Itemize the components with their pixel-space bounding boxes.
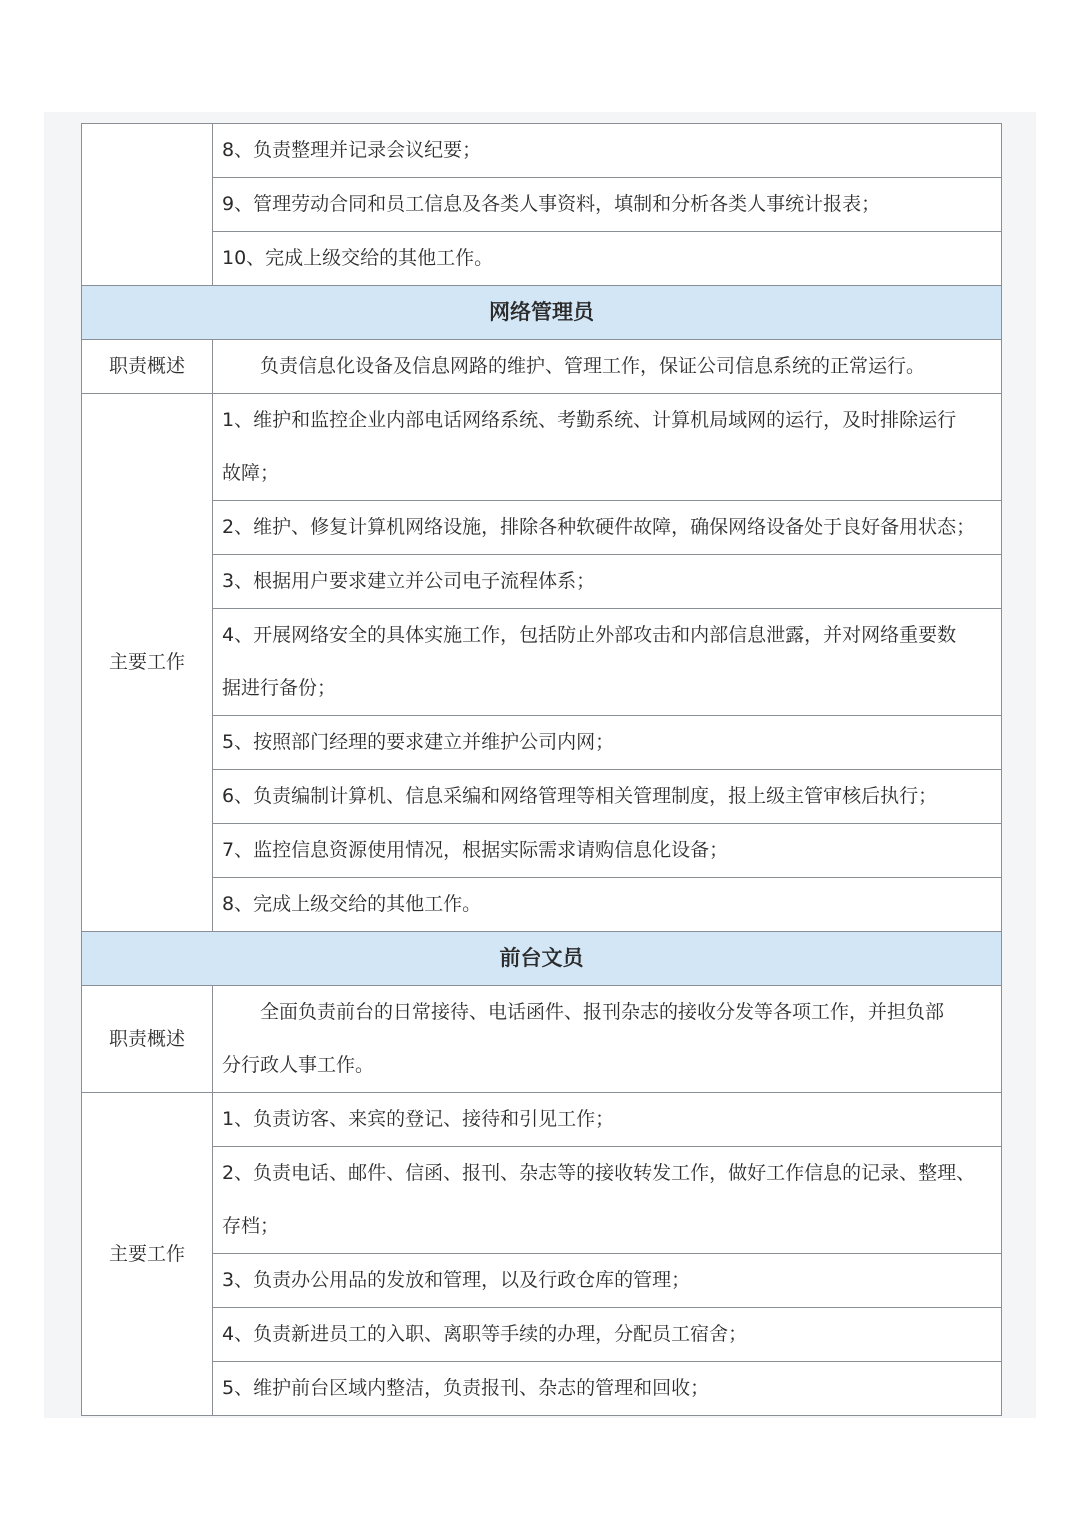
- section-title: 前台文员: [82, 932, 1002, 986]
- table-row: [82, 232, 1002, 286]
- duty-item: 5、按照部门经理的要求建立并维护公司内网；: [213, 716, 1002, 770]
- duty-item: 5、维护前台区域内整洁，负责报刊、杂志的管理和回收；: [213, 1362, 1002, 1416]
- work-label: 主要工作: [82, 1093, 213, 1416]
- table-row: [82, 609, 1002, 716]
- summary-label: 职责概述: [82, 340, 213, 394]
- table-row: [82, 1362, 1002, 1416]
- duty-item: 1、维护和监控企业内部电话网络系统、考勤系统、计算机局域网的运行，及时排除运行 故障；: [213, 394, 1002, 501]
- summary-text: 全面负责前台的日常接待、电话函件、报刊杂志的接收分发等各项工作，并担负部 分行政人事工作。: [213, 986, 1002, 1093]
- duty-item: 3、负责办公用品的发放和管理，以及行政仓库的管理；: [213, 1254, 1002, 1308]
- duty-item: 7、监控信息资源使用情况，根据实际需求请购信息化设备；: [213, 824, 1002, 878]
- duty-item: 6、负责编制计算机、信息采编和网络管理等相关管理制度，报上级主管审核后执行；: [213, 770, 1002, 824]
- table-row: [82, 824, 1002, 878]
- duty-item: 2、负责电话、邮件、信函、报刊、杂志等的接收转发工作，做好工作信息的记录、整理、 存档；: [213, 1147, 1002, 1254]
- duty-item: 8、完成上级交给的其他工作。: [213, 878, 1002, 932]
- table-row: [82, 878, 1002, 932]
- summary-text: 负责信息化设备及信息网路的维护、管理工作，保证公司信息系统的正常运行。: [213, 340, 1002, 394]
- table-row: [82, 555, 1002, 609]
- table-row: [82, 501, 1002, 555]
- table-row: [82, 178, 1002, 232]
- duty-item: 4、负责新进员工的入职、离职等手续的办理，分配员工宿舍；: [213, 1308, 1002, 1362]
- job-duties-table: [81, 123, 1002, 1416]
- duty-item: 2、维护、修复计算机网络设施，排除各种软硬件故障，确保网络设备处于良好备用状态；: [213, 501, 1002, 555]
- table-row: [82, 716, 1002, 770]
- table-row: [82, 1254, 1002, 1308]
- section-header-row: [82, 286, 1002, 340]
- duty-item: 1、负责访客、来宾的登记、接待和引见工作；: [213, 1093, 1002, 1147]
- table-row: [82, 1308, 1002, 1362]
- duty-item: 10、完成上级交给的其他工作。: [213, 232, 1002, 286]
- summary-label: 职责概述: [82, 986, 213, 1093]
- continued-label-cell: [82, 124, 213, 286]
- section-title: 网络管理员: [82, 286, 1002, 340]
- table-row: [82, 1093, 1002, 1147]
- table-row: [82, 340, 1002, 394]
- duty-item: 8、负责整理并记录会议纪要；: [213, 124, 1002, 178]
- table-row: [82, 986, 1002, 1093]
- table-row: [82, 394, 1002, 501]
- duty-item: 3、根据用户要求建立并公司电子流程体系；: [213, 555, 1002, 609]
- work-label: 主要工作: [82, 394, 213, 932]
- table-row: [82, 124, 1002, 178]
- section-header-row: [82, 932, 1002, 986]
- duty-item: 9、管理劳动合同和员工信息及各类人事资料，填制和分析各类人事统计报表；: [213, 178, 1002, 232]
- table-row: [82, 1147, 1002, 1254]
- duty-item: 4、开展网络安全的具体实施工作，包括防止外部攻击和内部信息泄露，并对网络重要数 据进行备份；: [213, 609, 1002, 716]
- table-row: [82, 770, 1002, 824]
